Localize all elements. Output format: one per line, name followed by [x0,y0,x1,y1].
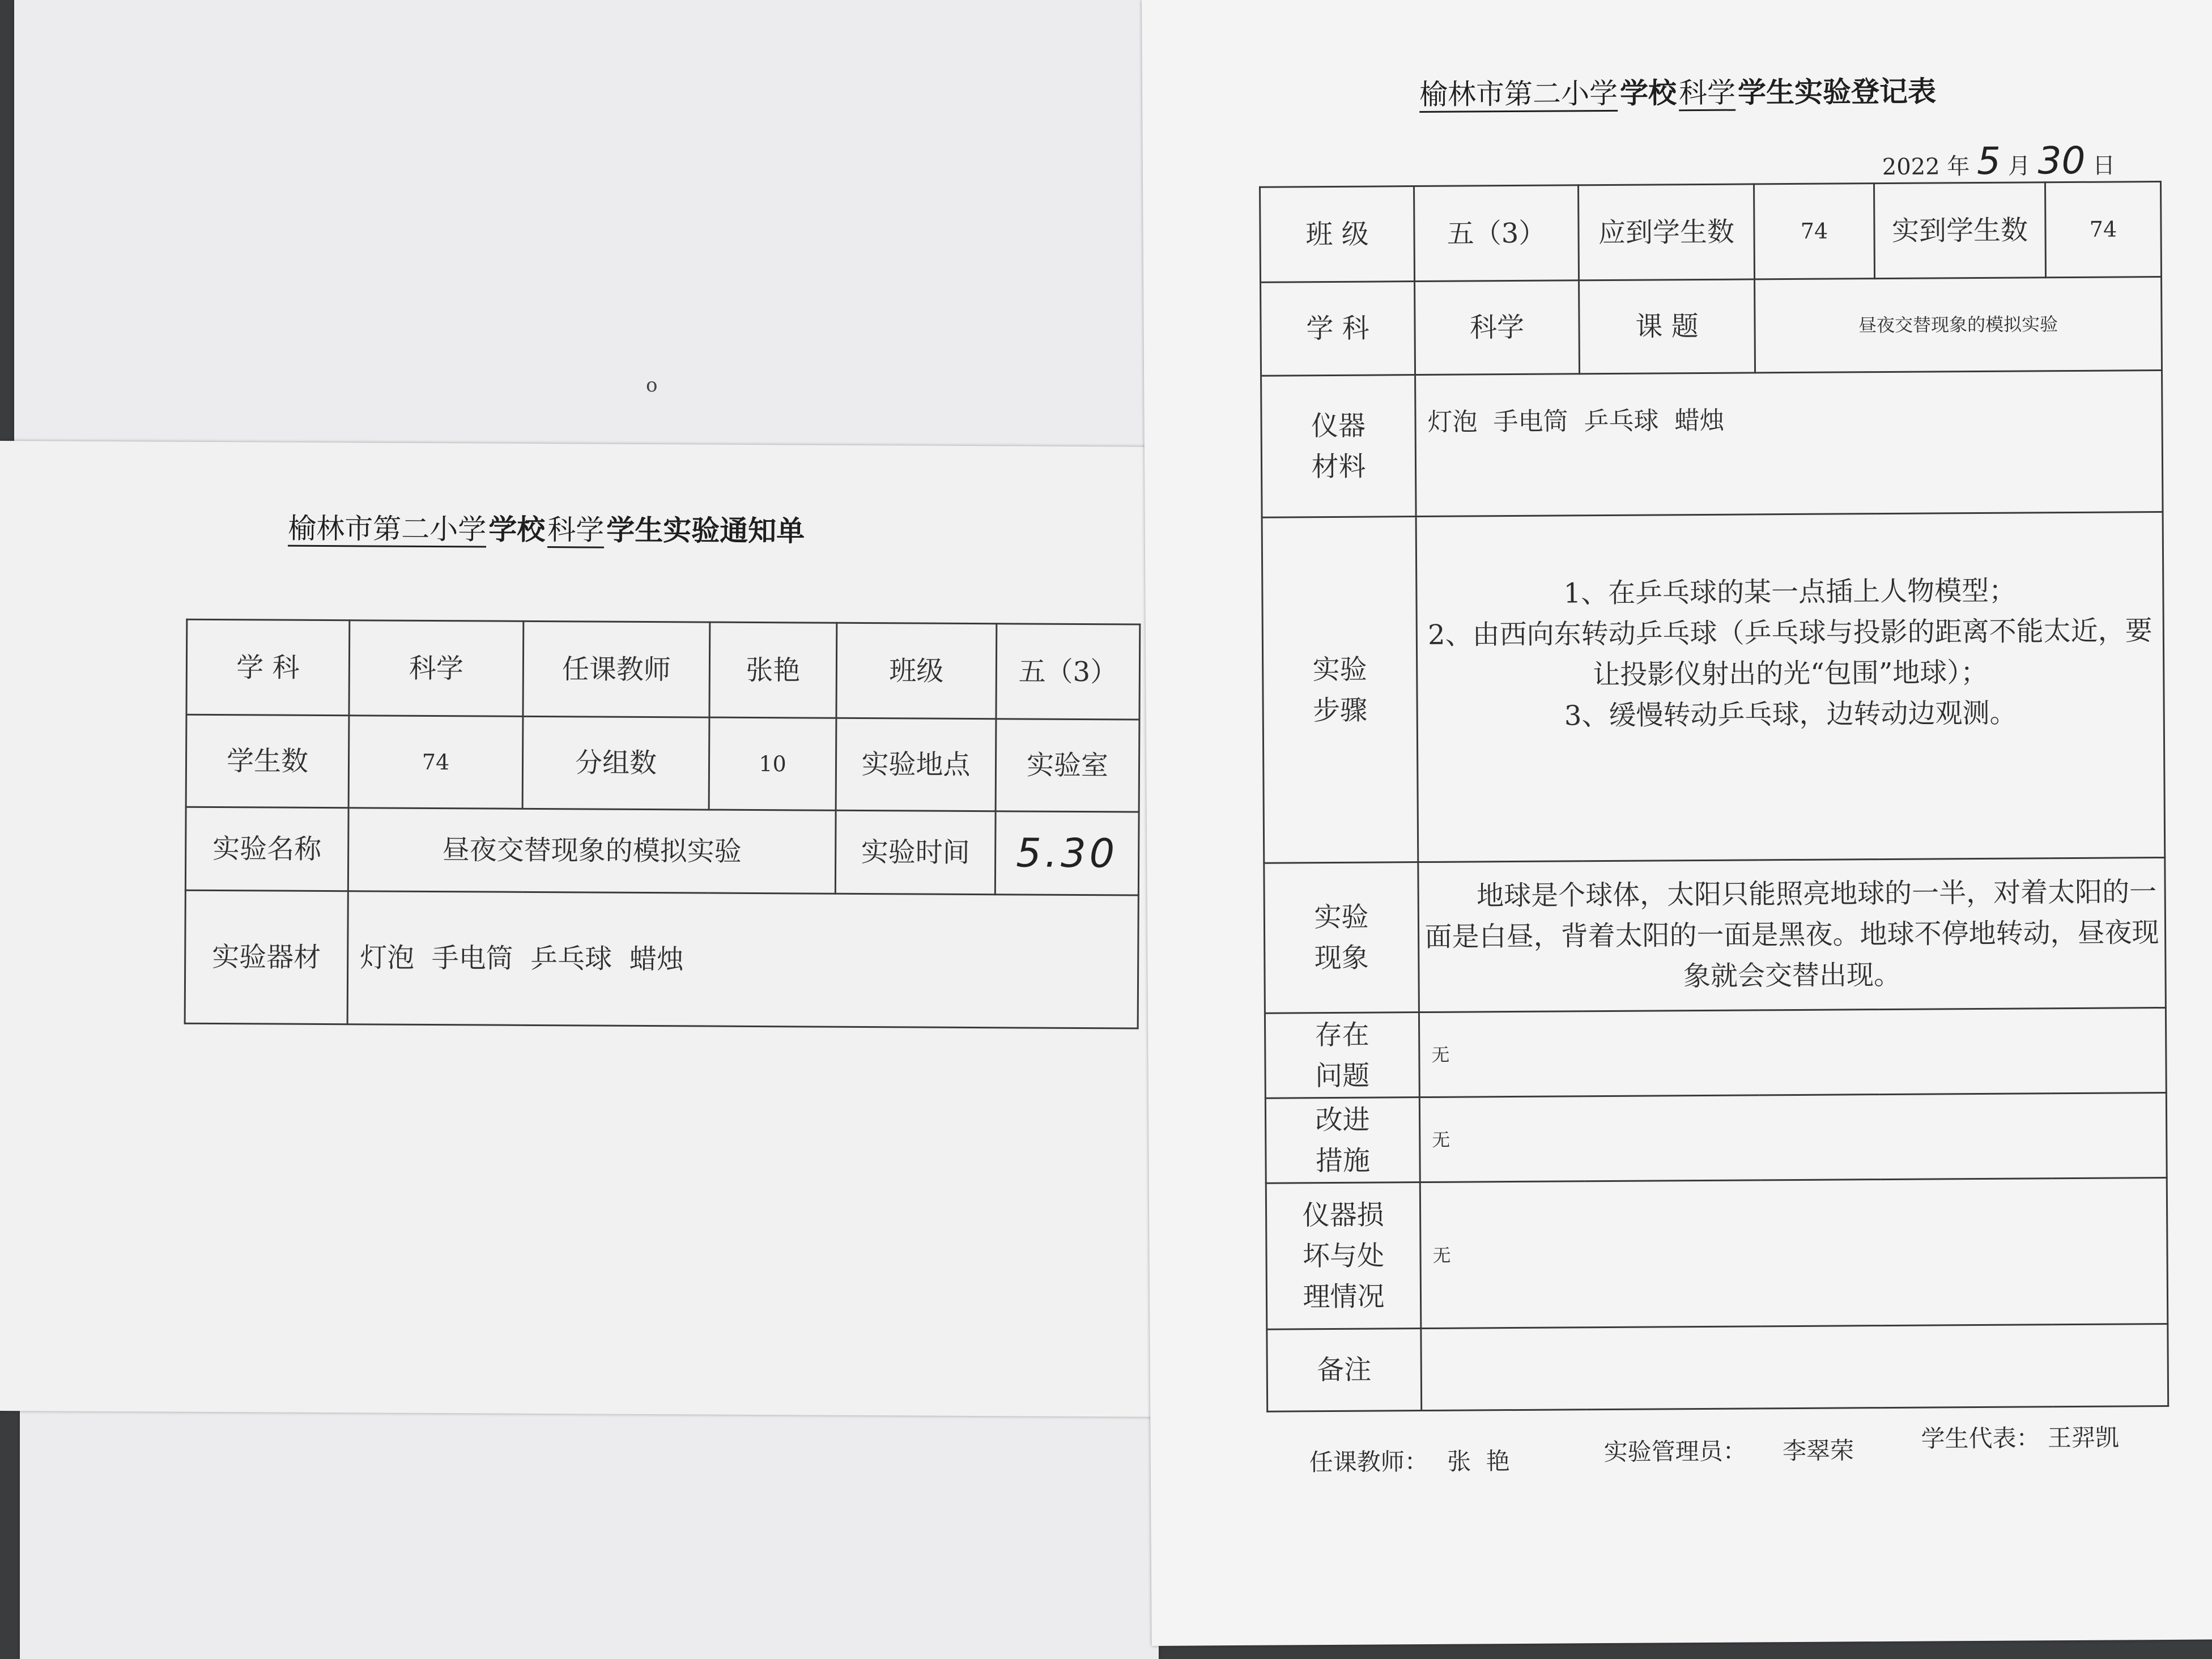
phenomenon-label [1264,862,1419,1014]
date-year-label: 年 [1947,154,1970,180]
improvement-label-line: 改进 [1315,1104,1370,1136]
class-value: 五（3） [1414,185,1579,282]
topic-value: 昼夜交替现象的模拟实验 [1755,277,2162,373]
class-value: 五（3） [996,624,1140,720]
teacher-label: 任课教师 [523,621,710,717]
register-title [1417,69,1936,113]
date-year: 2022 [1882,154,1940,181]
table-row [1267,1324,2168,1411]
date-month-label: 月 [2007,153,2031,180]
problems-label-line: 问题 [1315,1060,1370,1092]
actual-students-value: 74 [2045,182,2161,278]
register-title-subject: 科学 [1678,76,1736,110]
subject-label: 学 科 [186,619,350,716]
table-row [1264,857,2166,1013]
experiment-time-value [995,811,1139,895]
phenomenon-line: 象就会交替出现。 [1683,959,1902,993]
damage-label [1266,1182,1421,1330]
materials-label [1261,375,1416,518]
experiment-register-sheet [1142,0,2212,1646]
subject-value: 科学 [1415,280,1580,375]
groups-value: 10 [709,717,836,810]
student-signature [1921,1419,2119,1454]
notice-title-subject: 科学 [547,513,605,547]
step-line: 让投影仪射出的光“包围”地球）； [1593,656,1988,691]
materials-value: 灯泡 手电筒 乒乓球 蜡烛 [1415,371,2163,517]
subject-value: 科学 [349,620,524,717]
teacher-signature [1309,1443,1510,1478]
phenomenon-line: 地球是个球体，太阳只能照亮地球的一半，对着太阳的一 [1476,876,2157,912]
improvement-value: 无 [1419,1092,2167,1182]
expected-students-label: 应到学生数 [1579,184,1755,280]
notice-title [286,506,805,550]
date-day-label: 日 [2092,152,2116,179]
steps-label-line: 步骤 [1312,694,1368,726]
improvement-label [1265,1098,1420,1184]
table-row [1261,277,2162,376]
table-row [1262,512,2165,863]
students-label: 学生数 [186,714,349,808]
notice-table [184,619,1141,1030]
teacher-value: 张艳 [709,622,837,718]
stray-mark: o [646,374,658,397]
table-row [1265,1092,2167,1183]
register-title-suffix: 学生实验登记表 [1737,74,1937,109]
actual-students-label: 实到学生数 [1874,182,2046,279]
background-sheet [14,0,1147,470]
table-row [1260,182,2162,283]
step-line: 2、由西向东转动乒乓球（乒乓球与投影的距离不能太近，要 [1427,615,2153,651]
date-day: 30 [2037,138,2086,183]
experiment-name-label: 实验名称 [185,807,348,891]
problems-label-line: 存在 [1315,1019,1369,1051]
manager-signature-value: 李翠荣 [1782,1436,1854,1465]
table-row [185,807,1139,895]
damage-value: 无 [1420,1177,2168,1328]
student-signature-value: 王羿凯 [2047,1423,2120,1452]
notice-title-suffix: 学生实验通知单 [606,513,805,548]
notice-title-school-suffix: 学校 [488,512,546,547]
table-row [185,890,1138,1028]
table-row [1265,1007,2166,1098]
steps-label-line: 实验 [1312,653,1367,686]
register-table [1259,181,2169,1413]
phenomenon-content [1418,857,2166,1012]
location-label: 实验地点 [836,718,996,811]
materials-label-line: 材料 [1311,450,1366,483]
handwritten-time: 5.30 [1016,829,1118,877]
register-date [1882,139,2116,184]
experiment-time-label: 实验时间 [835,810,996,894]
teacher-signature-label: 任课教师： [1309,1447,1428,1477]
experiment-notice-sheet [0,441,1159,1417]
class-label: 班 级 [1260,186,1415,283]
location-value: 实验室 [996,719,1139,812]
remarks-value [1421,1324,2168,1410]
steps-label [1262,517,1418,863]
equipment-value: 灯泡 手电筒 乒乓球 蜡烛 [347,891,1138,1028]
damage-label-line: 仪器损 [1302,1198,1384,1231]
step-line: 1、在乒乓球的某一点插上人物模型； [1563,575,2017,610]
groups-label: 分组数 [522,716,709,810]
steps-content [1416,512,2165,862]
table-row [1266,1177,2168,1329]
topic-label: 课 题 [1579,279,1755,374]
register-title-school-suffix: 学校 [1619,76,1677,110]
student-signature-label: 学生代表： [1921,1424,2040,1453]
damage-label-line: 理情况 [1303,1280,1385,1313]
step-line: 3、缓慢转动乒乓球，边转动边观测。 [1564,697,2017,732]
class-label: 班级 [836,623,997,718]
date-month: 5 [1976,139,2001,184]
teacher-signature-value: 张 艳 [1447,1447,1510,1475]
table-row [186,714,1139,812]
expected-students-value: 74 [1754,184,1875,279]
table-row [186,619,1140,720]
experiment-name-value: 昼夜交替现象的模拟实验 [348,808,836,894]
problems-value: 无 [1419,1007,2166,1097]
improvement-label-line: 措施 [1315,1145,1371,1177]
register-title-school: 榆林市第二小学 [1419,76,1618,112]
remarks-label: 备注 [1267,1329,1422,1412]
phenomenon-label-line: 实验 [1314,901,1369,934]
bottom-sheet [20,1399,1159,1659]
problems-label [1265,1013,1419,1099]
table-row [1261,371,2163,518]
subject-label: 学 科 [1261,282,1415,376]
phenomenon-label-line: 现象 [1314,942,1369,975]
equipment-label: 实验器材 [185,890,348,1024]
phenomenon-line: 面是白昼，背着太阳的一面是黑夜。地球不停地转动，昼夜现 [1424,917,2159,953]
damage-label-line: 坏与处 [1302,1239,1385,1272]
manager-signature [1603,1432,1854,1467]
notice-title-school: 榆林市第二小学 [288,512,487,546]
manager-signature-label: 实验管理员： [1603,1437,1747,1466]
students-value: 74 [348,716,523,809]
materials-label-line: 仪器 [1311,410,1366,442]
